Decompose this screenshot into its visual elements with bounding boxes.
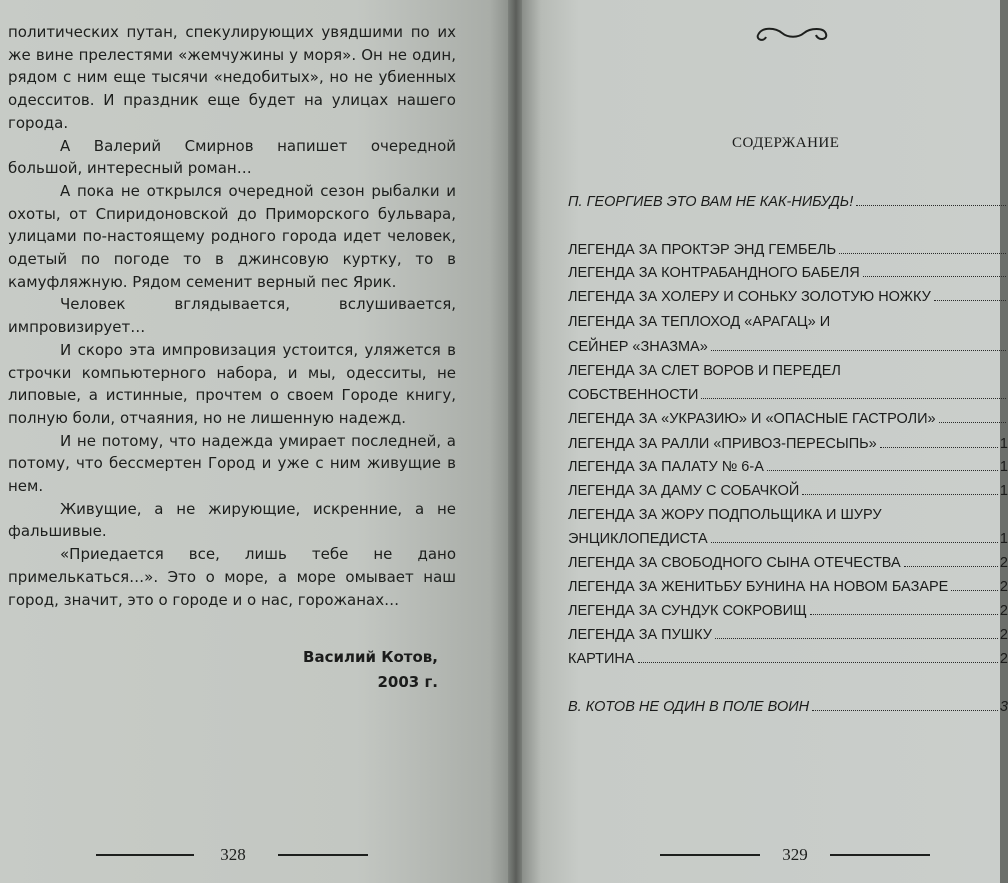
toc-entry [568,359,1008,379]
toc-entry-title: ЛЕГЕНДА ЗА ДАМУ С СОБАЧКОЙ [568,483,800,499]
page-number-right: 329 [782,845,808,864]
body-paragraph: Живущие, а не жирующие, искренние, а не фальшивые. [8,499,456,541]
toc-entry [568,455,1008,475]
toc-leader-dots [904,566,998,567]
toc-entry-page: 3 [999,699,1008,715]
toc-entry-title: ЛЕГЕНДА ЗА «УКРАЗИЮ» И «ОПАСНЫЕ ГАСТРОЛИ» [568,411,936,427]
toc-entry [568,479,1008,499]
toc-entry-title: ЛЕГЕНДА ЗА ПРОКТЭР ЭНД ГЕМБЕЛЬ [568,242,837,258]
toc-entry-title: ЛЕГЕНДА ЗА СУНДУК СОКРОВИЩ [568,603,807,619]
toc-leader-dots [701,398,1006,399]
toc-entry-page: 2 [999,579,1008,595]
toc-leader-dots [638,662,998,663]
signature-name: Василий Котов, [303,648,438,666]
toc-entry [568,310,1008,330]
toc-entry-title: СОБСТВЕННОСТИ [568,387,699,403]
toc-leader-dots [939,422,1006,423]
toc-leader-dots [711,542,998,543]
toc-entry-page: 1 [999,436,1008,452]
toc-entry-title: В. КОТОВ НЕ ОДИН В ПОЛЕ ВОИН [568,699,810,715]
body-paragraph: А пока не открылся очередной сезон рыбалки и охоты, от Спиридоновской до Приморского бульвара, улицами по-настоящему родного города идет человек, одетый по погоде то в джинсовую куртку, то в камуфляжную. Рядом семенит верный пес Ярик. [8,181,456,291]
toc-entry [568,383,1008,403]
toc-entry [568,238,1008,258]
body-paragraph: И не потому, что надежда умирает последней, а потому, что бессмертен Город и уже с ним живущие в нем. [8,431,456,496]
body-paragraph: политических путан, спекулирующих увядшими по их же вине прелестями «жемчужины у моря». Он не один, рядом с ним еще тысячи «недобитых», но не убиенных одесситов. И праздник еще будет на улицах нашего города. [8,23,456,132]
toc-leader-dots [802,494,998,495]
toc-entry [568,407,1008,427]
toc-entry [568,551,1008,571]
toc-entry-title: ЭНЦИКЛОПЕДИСТА [568,531,708,547]
toc-leader-dots [880,447,998,448]
toc-entry [568,190,1008,210]
left-page-body-text [8,21,456,611]
toc-entry [568,527,1008,547]
toc-entry-title: ЛЕГЕНДА ЗА ЖЕНИТЬБУ БУНИНА НА НОВОМ БАЗАРЕ [568,579,949,595]
toc-entry [568,285,1008,305]
toc-entry-title: П. ГЕОРГИЕВ ЭТО ВАМ НЕ КАК-НИБУДЬ! [568,194,854,210]
toc-entry [568,695,1008,715]
toc-entry-page: 2 [999,627,1008,643]
toc-entry-title: ЛЕГЕНДА ЗА ТЕПЛОХОД «АРАГАЦ» И [568,314,831,330]
right-page-footer [650,845,940,865]
toc-entry [568,599,1008,619]
toc-entry-title: ЛЕГЕНДА ЗА ПУШКУ [568,627,712,643]
signature-year: 2003 г. [377,673,438,691]
toc-entry-title: ЛЕГЕНДА ЗА ХОЛЕРУ И СОНЬКУ ЗОЛОТУЮ НОЖКУ [568,289,931,305]
toc-entry [568,335,1008,355]
toc-leader-dots [767,470,998,471]
toc-leader-dots [863,276,1006,277]
left-page-footer [88,845,378,865]
toc-entry [568,261,1008,281]
toc-entry-page: 2 [999,555,1008,571]
toc-leader-dots [810,614,998,615]
toc-leader-dots [812,710,998,711]
toc-entry-page: 1 [999,483,1008,499]
toc-entry-title: ЛЕГЕНДА ЗА КОНТРАБАНДНОГО БАБЕЛЯ [568,265,860,281]
toc-entry-page: 2 [999,603,1008,619]
toc-entry [568,647,1008,667]
body-paragraph: И скоро эта импровизация устоится, уляжется в строчки компьютерного набора, и мы, одесситы, не липовые, а истинные, прочтем о своем Городе книгу, полную боли, отчаяния, но не лишенную надежд. [8,340,456,427]
toc-leader-dots [951,590,998,591]
toc-entry [568,623,1008,643]
toc-entry-title: ЛЕГЕНДА ЗА СЛЕТ ВОРОВ И ПЕРЕДЕЛ [568,363,841,379]
signature [220,645,438,695]
body-paragraph: Человек вглядывается, вслушивается, импровизирует… [8,295,456,337]
toc-entry-page: 1 [999,531,1008,547]
toc-entry-title: СЕЙНЕР «ЗНАЗМА» [568,339,708,355]
toc-entry-title: КАРТИНА [568,651,635,667]
toc-leader-dots [715,638,998,639]
toc-entry [568,503,1008,523]
toc-entry-title: ЛЕГЕНДА ЗА ПАЛАТУ № 6-А [568,459,764,475]
toc-leader-dots [711,350,1006,351]
toc-entry-title: ЛЕГЕНДА ЗА ЖОРУ ПОДПОЛЬЩИКА И ШУРУ [568,507,882,523]
toc-entry [568,432,1008,452]
ornament-flourish-icon [752,22,832,44]
toc-leader-dots [934,300,1006,301]
toc-entry-page: 2 [999,651,1008,667]
body-paragraph: «Приедается все, лишь тебе не дано примелькаться…». Это о море, а море омывает наш город, значит, это о городе и о нас, горожанах… [8,545,456,609]
toc-entry [568,575,1008,595]
toc-leader-dots [839,253,1006,254]
body-paragraph: А Валерий Смирнов напишет очередной большой, интересный роман… [8,136,456,178]
toc-entry-title: ЛЕГЕНДА ЗА РАЛЛИ «ПРИВОЗ-ПЕРЕСЫПЬ» [568,436,877,452]
right-page [522,0,1008,883]
toc-entry-page: 1 [999,459,1008,475]
toc-leader-dots [856,205,1006,206]
toc-heading: СОДЕРЖАНИЕ [732,135,840,151]
page-number-left: 328 [220,845,246,864]
toc-entry-title: ЛЕГЕНДА ЗА СВОБОДНОГО СЫНА ОТЕЧЕСТВА [568,555,901,571]
